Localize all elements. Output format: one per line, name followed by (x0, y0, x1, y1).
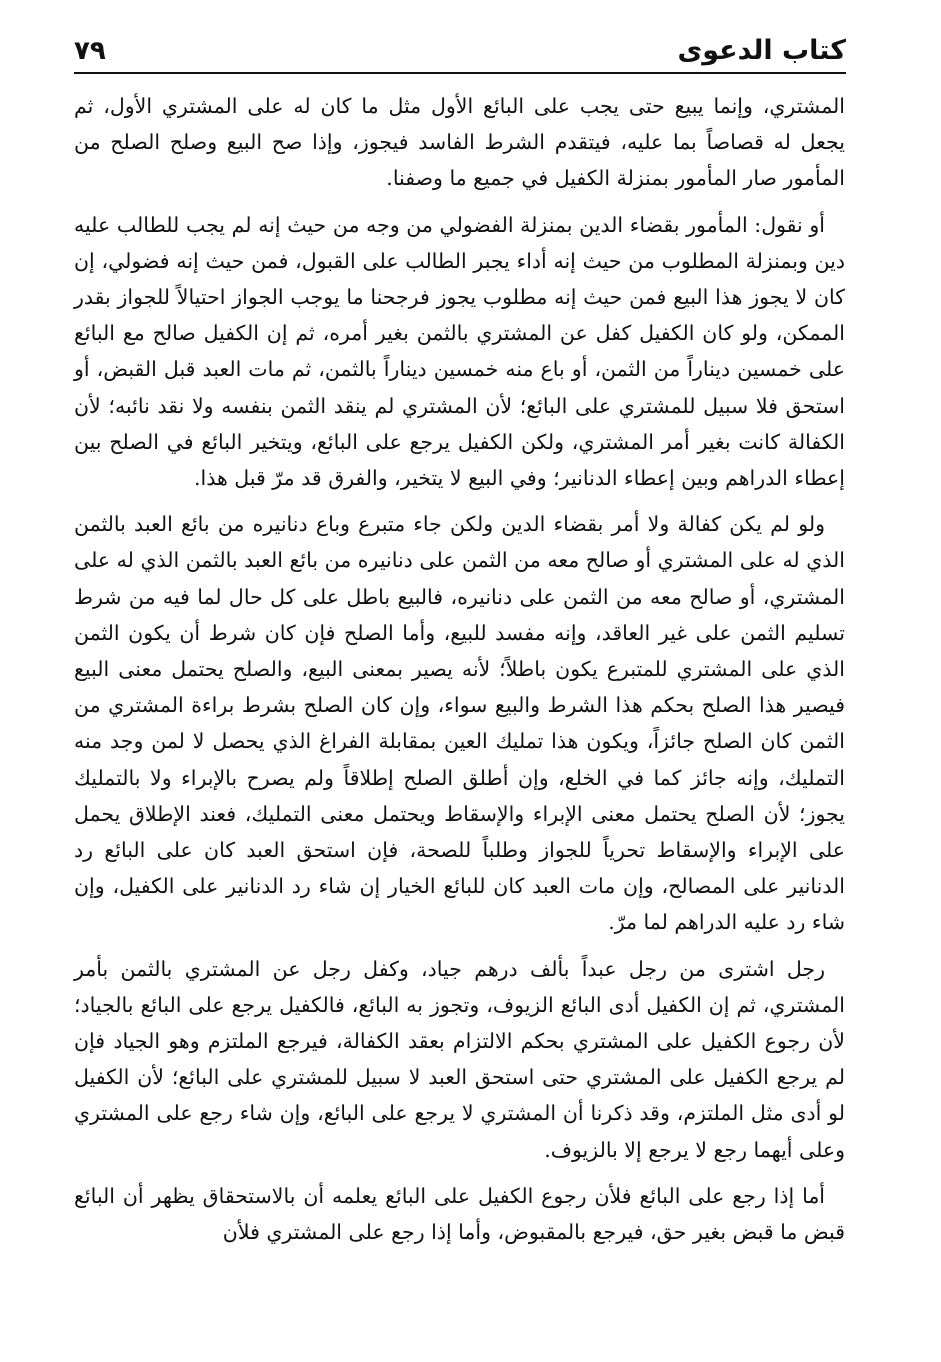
header-divider (74, 72, 846, 74)
paragraph-3: ولو لم يكن كفالة ولا أمر بقضاء الدين ولكن جاء متبرع وباع دنانيره من بائع العبد بالثمن الذي له على المشتري أو صالح معه من الثمن على دنانيره من بائع العبد بالثمن الذي له على المشتري، أو صالح معه من الثمن على دنانيره، فالبيع باطل على كل حال لما فيه من شرط تسليم الثمن على غير العاقد، وإنه مفسد للبيع، وأما الصلح فإن كان شرط أن يكون الثمن الذي على المشتري للمتبرع يكون باطلاً؛ لأنه يصير بمعنى البيع، والصلح يحتمل معنى البيع فيصير هذا الصلح بحكم هذا الشرط والبيع سواء، وإن كان الصلح بشرط براءة المشتري من الثمن كان الصلح جائزاً، ويكون هذا تمليك العين بمقابلة الفراغ الذي يحصل لا لمن وجد منه التمليك، وإنه جائز كما في الخلع، وإن أطلق الصلح إطلاقاً ولم يصرح بالإبراء ولا بالتمليك يجوز؛ لأن الصلح يحتمل معنى الإبراء والإسقاط ويحتمل معنى التمليك، فعند الإطلاق يحمل على الإبراء والإسقاط تحرياً للجواز وطلباً للصحة، فإن استحق العبد كان على البائع رد الدنانير على المصالح، وإن مات العبد كان للبائع الخيار إن شاء رد الدنانير على الكفيل، وإن شاء رد عليه الدراهم لما مرّ. (74, 512, 845, 935)
paragraph-1: المشتري، وإنما يبيع حتى يجب على البائع الأول مثل ما كان له على المشتري الأول، ثم يجعل له قصاصاً بما عليه، فيتقدم الشرط الفاسد فيجوز، وإذا صح البيع وصلح الصلح من المأمور صار المأمور بمنزلة الكفيل في جميع ما وصفنا. (74, 94, 845, 191)
body-text (74, 88, 845, 1260)
paragraph-5: أما إذا رجع على البائع فلأن رجوع الكفيل على البائع يعلمه أن بالاستحقاق يظهر أن البائع قبض ما قبض بغير حق، فيرجع بالمقبوض، وأما إذا رجع على المشتري فلأن (74, 1183, 845, 1245)
running-title: كتاب الدعوى (677, 35, 846, 66)
page-header (74, 30, 846, 70)
page-number: ٧٩ (74, 36, 106, 66)
paragraph-4: رجل اشترى من رجل عبداً بألف درهم جياد، وكفل رجل عن المشتري بالثمن بأمر المشتري، ثم إن الكفيل أدى البائع الزيوف، وتجوز به البائع، فالكفيل يرجع على البائع بالجياد؛ لأن رجوع الكفيل على المشتري بحكم الالتزام بعقد الكفالة، فيرجع الملتزم وهو الجياد فإن لم يرجع الكفيل على المشتري حتى استحق العبد لا سبيل للمشتري على البائع؛ لأن الكفيل لو أدى مثل الملتزم، وقد ذكرنا أن المشتري لا يرجع على البائع، وإن شاء رجع على المشتري وعلى أيهما رجع لا يرجع إلا بالزيوف. (74, 956, 845, 1162)
paragraph-2: أو نقول: المأمور بقضاء الدين بمنزلة الفضولي من وجه من حيث إنه لم يجب للطالب عليه دين وبمنزلة المطلوب من حيث إنه أداء يجبر الطالب على القبول، فمن حيث إنه فضولي، إن كان لا يجوز هذا البيع فمن حيث إنه مطلوب يجوز فرجحنا ما يوجب الجواز احتيالاً للجواز بقدر الممكن، ولو كان الكفيل كفل عن المشتري بالثمن بغير أمره، ثم إن الكفيل صالح مع البائع على خمسين ديناراً من الثمن، أو باع منه خمسين ديناراً بالثمن، ثم مات العبد قبل القبض، أو استحق فلا سبيل للمشتري على البائع؛ لأن المشتري لم ينقد الثمن بنفسه ولا نقد نائبه؛ لأن الكفالة كانت بغير أمر المشتري، ولكن الكفيل يرجع على البائع، ويتخير البائع في الصلح بين إعطاء الدراهم وبين إعطاء الدنانير؛ وفي البيع لا يتخير، والفرق قد مرّ قبل هذا. (74, 212, 845, 491)
